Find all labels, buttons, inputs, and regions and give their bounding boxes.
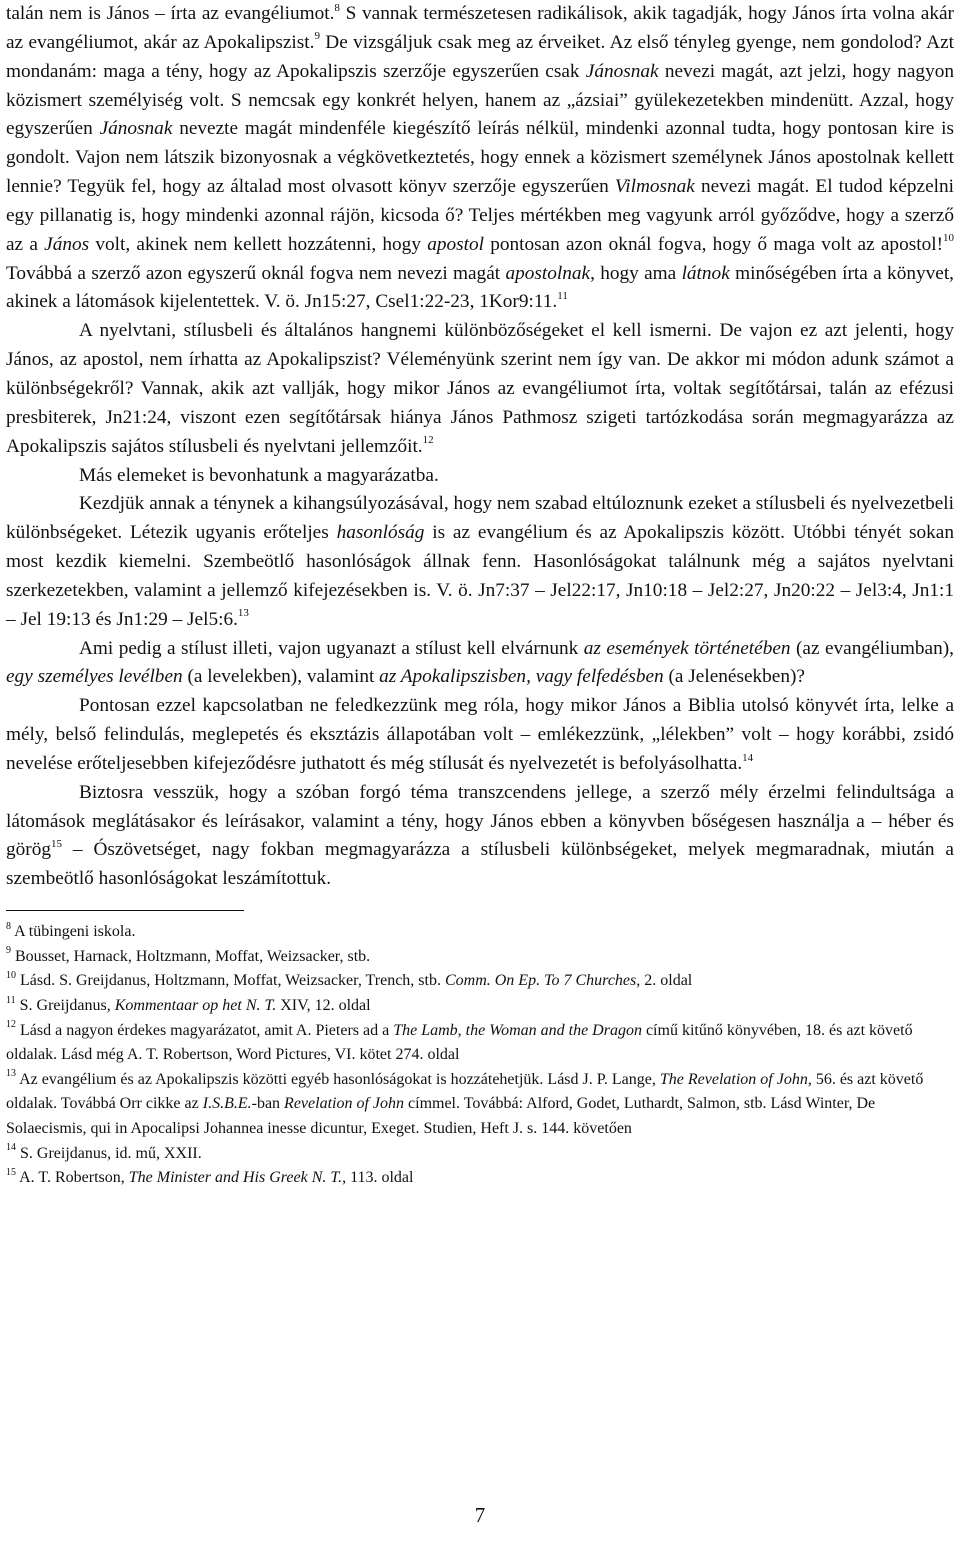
italic-text: Jánosnak — [99, 118, 173, 140]
paragraph — [6, 317, 954, 461]
paragraph — [6, 0, 954, 317]
body-text — [6, 0, 954, 894]
italic-text: Comm. On Ep. To 7 Churches — [444, 972, 637, 990]
footnote-number: 9 — [6, 945, 11, 957]
text-run: A. T. Robertson, — [19, 1169, 129, 1187]
text-run: is az evangélium és az Apokalipszis között. Utóbbi tényét sokan most kezdik kiemelni. Szembeötlő hasonlóságok állnak fenn. Hasonlóságokat találnunk még a sajátos nyelvtani szerkezetekben, valamint a jellemző kifejezésekben is. V. ö. Jn7:37 – Jel22:17, Jn10:18 – Jel2:27, Jn20:22 – Jel3:4, Jn1:1 – Jel 19:13 és Jn1:29 – Jel5:6. — [6, 522, 955, 630]
footnote-number: 14 — [6, 1142, 16, 1154]
footnotes — [6, 920, 954, 1191]
italic-text: Revelation of John — [284, 1095, 405, 1113]
footnote-reference: 14 — [742, 751, 754, 764]
footnote-number: 8 — [6, 920, 11, 932]
text-run: S. Greijdanus, — [19, 996, 115, 1014]
text-run: volt, akinek nem kellett hozzátenni, hogy — [89, 233, 428, 255]
text-run: , 56. és azt követő oldalak. Továbbá Orr cikke az — [6, 1070, 924, 1113]
text-run: -ban — [251, 1095, 285, 1113]
italic-text: hasonlóság — [336, 522, 425, 544]
text-run: S vannak természetesen radikálisok, akik tagadják, hogy János írta volna akár az evangéliumot, akár az Apokalipszist. — [6, 3, 954, 53]
text-run: nevezte magát mindenféle kiegészítő leírás nélkül, mindenki azonnal tudta, hogy pontosan kire is gondolt. Vajon nem látszik bizonyosnak a végkövetkeztetés, hogy ennek a közismert személynek János apostolnak kellett lennie? Tegyük fel, hogy az általad most olvasott könyv szerzője egyszerűen — [6, 118, 954, 198]
text-run: címmel. Továbbá: Alford, Godet, Luthardt, Salmon, stb. Lásd Winter, De Solaecismis, qui in Apocalipsi Johannea inesse dicuntur, Exeget. Studien, Heft J. s. 144. követően — [6, 1095, 876, 1137]
text-run: nevezi magát, azt jelzi, hogy nagyon közismert személyiség volt. S nemcsak egy konkrét helyen, hanem az „ázsiai” gyülekezetekben mindenütt. Azzal, hogy egyszerűen — [6, 60, 954, 140]
text-run: nevezi magát. El tudod képzelni egy pillanatig is, hogy mindenki azonnal rájön, kicsoda ő? Teljes mértékben meg vagyunk arról győződve, hogy a szerző az a — [6, 176, 954, 255]
footnote-separator — [6, 910, 244, 911]
footnote-number: 15 — [6, 1166, 16, 1178]
paragraph — [6, 692, 954, 779]
italic-text: látnok — [681, 262, 730, 284]
paragraph — [6, 779, 954, 894]
text-run: Pontosan ezzel kapcsolatban ne feledkezzünk meg róla, hogy mikor János a Biblia utolsó könyvét írta, lelke a mély, belső felindulás, meglepetés és eksztázis állapotában volt – emlékezzünk, „lélekben” volt – hogy korábbi, zsidó nevelése erőteljesebben kifejeződésre juthatott és még stílusát és nyelvezetét is befolyásolhatta. — [6, 695, 954, 774]
footnote-number: 10 — [6, 970, 16, 982]
italic-text: János — [44, 233, 90, 255]
paragraph — [6, 635, 954, 693]
text-run: Lásd a nagyon érdekes magyarázatot, amit A. Pieters ad a — [20, 1021, 394, 1039]
footnote — [6, 920, 954, 945]
footnote-number: 11 — [6, 994, 16, 1006]
footnote-reference: 13 — [237, 607, 249, 620]
paragraph — [6, 462, 954, 491]
footnote-reference: 10 — [943, 232, 954, 245]
text-run: (a levelekben), valamint — [182, 666, 380, 688]
text-run: , 113. oldal — [342, 1169, 414, 1187]
italic-text: apostol — [427, 233, 484, 255]
text-run: Az evangélium és az Apokalipszis közötti egyéb hasonlóságokat is hozzátehetjük. Lásd J. P. Lange, — [19, 1070, 660, 1088]
footnote — [6, 1068, 954, 1142]
footnote — [6, 1166, 954, 1191]
footnote — [6, 969, 954, 994]
italic-text: egy személyes levélben — [6, 666, 183, 688]
footnote-reference: 12 — [422, 434, 434, 447]
italic-text: Vilmosnak — [614, 176, 695, 198]
italic-text: apostolnak — [505, 262, 591, 284]
footnote-number: 12 — [6, 1019, 16, 1031]
italic-text: The Minister and His Greek N. T. — [128, 1169, 343, 1187]
page-number: 7 — [474, 1503, 486, 1527]
footnote — [6, 945, 954, 970]
footnote — [6, 1142, 954, 1167]
text-run: , hogy ama — [590, 262, 682, 284]
text-run: című kitűnő könyvében, 18. és azt követő oldalak. Lásd még A. T. Robertson, Word Pictures, VI. kötet 274. oldal — [6, 1021, 913, 1064]
italic-text: az Apokalipszisben, vagy felfedésben — [379, 666, 664, 688]
text-run: Lásd. S. Greijdanus, Holtzmann, Moffat, Weizsacker, Trench, stb. — [20, 972, 445, 990]
text-run: (az evangéliumban), — [790, 637, 954, 659]
text-run: S. Greijdanus, id. mű, XXII. — [20, 1144, 202, 1162]
italic-text: I.S.B.E. — [202, 1095, 252, 1113]
text-run: De vizsgáljuk csak meg az érveiket. Az első tényleg gyenge, nem gondolod? Azt mondanám: maga a tény, hogy az Apokalipszis szerzője egyszerűen csak — [6, 31, 955, 82]
italic-text: az események történetében — [583, 637, 791, 659]
footnote — [6, 994, 954, 1019]
text-run: (a Jelenésekben)? — [663, 666, 805, 688]
paragraph — [6, 490, 954, 634]
footnote-number: 13 — [6, 1068, 16, 1080]
text-run: minőségében írta a könyvet, akinek a látomások kijelentettek. V. ö. Jn15:27, Csel1:22-23, 1Kor9:11. — [6, 262, 954, 313]
text-run: Bousset, Harnack, Holtzmann, Moffat, Weizsacker, stb. — [15, 947, 371, 965]
italic-text: Jánosnak — [585, 60, 659, 82]
footnote-reference: 8 — [334, 1, 340, 14]
footnote-reference: 11 — [557, 290, 568, 303]
footnote — [6, 1019, 954, 1068]
document-page — [6, 0, 954, 1541]
text-run: – Ószövetséget, nagy fokban megmagyarázza a stílusbeli különbségeket, melyek megmaradnak, miután a szembeötlő hasonlóságokat leszámítottuk. — [6, 839, 954, 890]
text-run: pontosan azon oknál fogva, hogy ő maga volt az apostol! — [483, 233, 943, 255]
text-run: A tübingeni iskola. — [14, 923, 136, 941]
text-run: , 2. oldal — [636, 972, 693, 990]
text-run: talán nem is János – írta az evangéliumot. — [6, 3, 335, 24]
italic-text: Kommentaar op het N. T. — [114, 996, 277, 1014]
text-run: A nyelvtani, stílusbeli és általános hangnemi különbözőségeket el kell ismerni. De vajon ez azt jelenti, hogy János, az apostol, nem írhatta az Apokalipszist? Véleményünk szerint nem így van. De akkor mi módon adunk számot a különbségekről? Vannak, akik azt vallják, hogy mikor János az evangéliumot írta, voltak segítőtársai, talán az efézusi presbiterek, Jn21:24, viszont ezen segítőtársak hiánya János Pathmosz szigeti tartózkodása során megmagyarázza az Apokalipszis sajátos stílusbeli és nyelvtani jellemzőit. — [6, 320, 954, 457]
text-run: Biztosra vesszük, hogy a szóban forgó téma transzcendens jellege, a szerző mély érzelmi felindultsága a látomások meglátásakor és leírásakor, valamint a tény, hogy János ebben a könyvben bőségesen használja a – héber és görög — [6, 781, 954, 861]
text-run: Kezdjük annak a ténynek a kihangsúlyozásával, hogy nem szabad eltúloznunk ezeket a stílusbeli és nyelvezetbeli különbségeket. Létezik ugyanis erőteljes — [6, 493, 954, 544]
text-run: XIV, 12. oldal — [276, 996, 371, 1014]
text-run: Más elemeket is bevonhatunk a magyarázatba. — [79, 464, 439, 486]
italic-text: The Revelation of John — [659, 1070, 808, 1088]
footnote-reference: 9 — [314, 30, 320, 43]
text-run: Ami pedig a stílust illeti, vajon ugyanazt a stílust kell elvárnunk — [79, 637, 584, 659]
footnote-reference: 15 — [50, 838, 62, 851]
italic-text: The Lamb, the Woman and the Dragon — [393, 1021, 642, 1039]
text-run: Továbbá a szerző azon egyszerű oknál fogva nem nevezi magát — [6, 262, 506, 284]
